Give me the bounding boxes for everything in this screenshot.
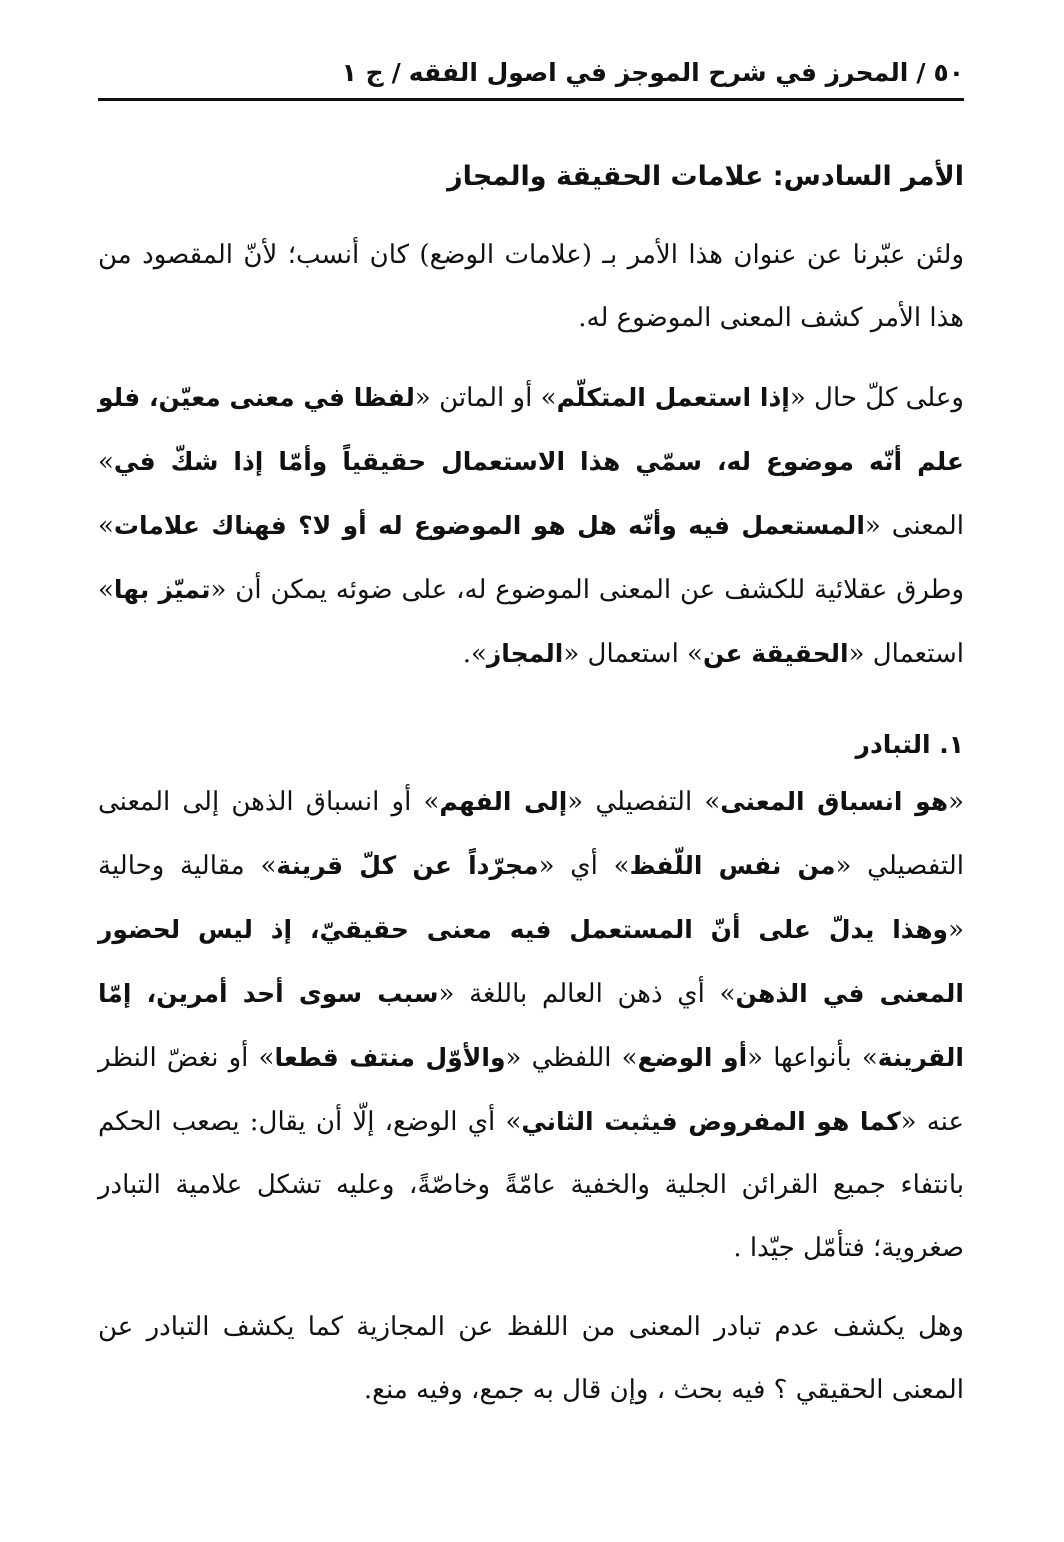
matn-quote: المجاز: [486, 639, 564, 668]
book-title: المحرز في شرح الموجز في اصول الفقه: [408, 58, 909, 87]
commentary-text: وعلى كلّ حال «: [789, 383, 964, 413]
paragraph-non-tabadur: وهل يكشف عدم تبادر المعنى من اللفظ عن المجازية كما يكشف التبادر عن المعنى الحقيقي ؟ فيه بحث ، وإن قال به جمع، وفيه منع.: [98, 1312, 964, 1405]
commentary-text: » أي «: [538, 851, 630, 881]
commentary-text: » اللفظي «: [505, 1043, 638, 1073]
running-header: [98, 58, 964, 101]
page-number: ٥٠: [933, 58, 964, 87]
matn-quote: هو انسباق المعنى: [720, 787, 949, 816]
commentary-text: » المعنى «: [98, 447, 964, 541]
matn-quote: من نفس اللّفظ: [629, 851, 836, 880]
header-separator: /: [391, 58, 401, 87]
matn-quote: أو الوضع: [637, 1043, 748, 1072]
matn-quote: المستعمل فيه وأنّه هل هو الموضوع له أو لا؟ فهناك علامات: [113, 511, 865, 540]
commentary-text: » مقالية وحالية «: [98, 851, 964, 945]
matn-quote: لفظا في معنى معيّن، فلو علم أنّه موضوع له، سمّي هذا الاستعمال حقيقياً وأمّا إذا شكّ في: [98, 383, 964, 476]
matn-quote: والأوّل منتف قطعا: [274, 1043, 506, 1072]
header-separator: /: [916, 58, 926, 87]
commentary-text: » وطرق عقلائية للكشف عن المعنى الموضوع له، على ضوئه يمكن أن «: [98, 511, 965, 605]
commentary-text: » أو انسباق الذهن إلى المعنى التفصيلي «: [98, 787, 964, 881]
paragraph-signs: [98, 366, 964, 686]
subsection-heading: ١. التبادر: [855, 730, 964, 759]
matn-quote: الحقيقة عن: [702, 639, 849, 668]
commentary-text: » استعمال «: [563, 639, 703, 669]
paragraph-intro: ولئن عبّرنا عن عنوان هذا الأمر بـ (علامات الوضع) كان أنسب؛ لأنّ المقصود من هذا الأمر كشف المعنى الموضوع له.: [98, 240, 964, 333]
matn-quote: إذا استعمل المتكلّم: [556, 383, 790, 412]
matn-quote: تميّز بها: [113, 575, 211, 604]
commentary-text: «: [948, 787, 965, 817]
commentary-text: » أي ذهن العالم باللغة «: [438, 979, 736, 1009]
paragraph-tabadur: [98, 770, 964, 1280]
matn-quote: كما هو المفروض فيثبت الثاني: [521, 1107, 901, 1136]
commentary-text: » بأنواعها «: [747, 1043, 878, 1073]
matn-quote: إلى الفهم: [439, 787, 568, 816]
volume-label: ج ١: [341, 58, 384, 87]
matn-quote: وهذا يدلّ على أنّ المستعمل فيه معنى حقيقيّ، إذ ليس لحضور المعنى في الذهن: [98, 915, 964, 1008]
section-heading: الأمر السادس: علامات الحقيقة والمجاز: [447, 161, 964, 192]
matn-quote: سبب سوى أحد أمرين، إمّا القرينة: [98, 979, 965, 1072]
commentary-text: » أو الماتن «: [414, 383, 557, 413]
commentary-text: » أو نغضّ النظر عنه «: [98, 1043, 964, 1137]
commentary-text: » التفصيلي «: [567, 787, 721, 817]
page-body: [98, 160, 964, 1438]
commentary-text: » أي الوضع، إلّا أن يقال: يصعب الحكم بانتفاء جميع القرائن الجلية والخفية عامّةً وخاصّةً، وعليه تشكل علامية التبادر صغروية؛ فتأمّل جيّدا .: [98, 1107, 964, 1263]
matn-quote: مجرّداً عن كلّ قرينة: [276, 851, 539, 880]
commentary-text: » استعمال «: [98, 575, 964, 669]
commentary-text: ».: [462, 639, 487, 669]
